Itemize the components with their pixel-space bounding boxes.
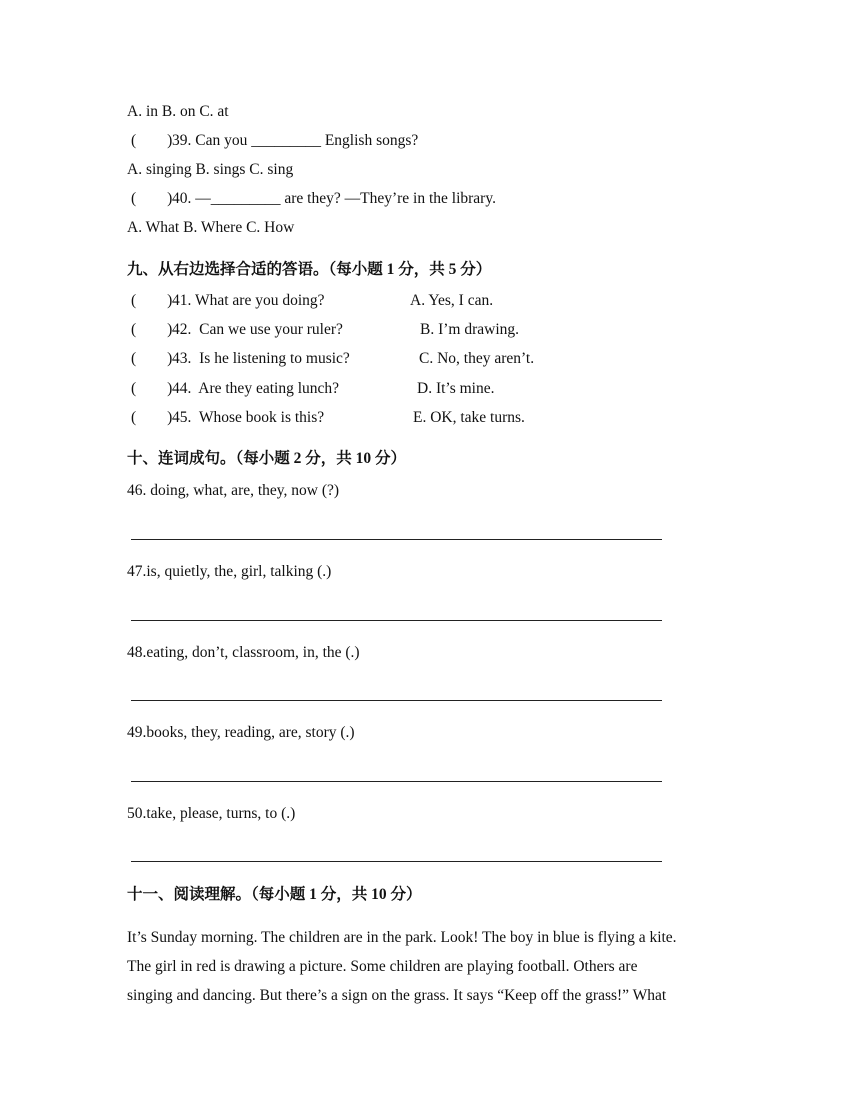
q38-options: A. in B. on C. at	[127, 103, 229, 120]
q40-options: A. What B. Where C. How	[127, 219, 295, 236]
q40-answer-blank[interactable]: ( )	[131, 190, 173, 207]
section10-heading: 十、连词成句。（每小题 2 分，共 10 分）	[127, 450, 407, 467]
q45-answer-blank[interactable]: ( )	[131, 409, 173, 426]
q42-text: 42. Can we use your ruler?	[172, 321, 343, 338]
q48-answer-line[interactable]	[131, 700, 662, 701]
q44-text: 44. Are they eating lunch?	[172, 380, 340, 397]
q50-answer-line[interactable]	[131, 861, 662, 862]
section9-heading: 九、从右边选择合适的答语。（每小题 1 分，共 5 分）	[127, 261, 492, 278]
q48-prompt: 48.eating, don’t, classroom, in, the (.)	[127, 644, 360, 661]
q49-prompt: 49.books, they, reading, are, story (.)	[127, 724, 355, 741]
q49-answer-line[interactable]	[131, 781, 662, 782]
q43-answer-blank[interactable]: ( )	[131, 350, 173, 367]
q41-answer-blank[interactable]: ( )	[131, 292, 173, 309]
q44-answer-blank[interactable]: ( )	[131, 380, 173, 397]
option-e: E. OK, take turns.	[413, 409, 525, 426]
q43-text: 43. Is he listening to music?	[172, 350, 350, 367]
q39-text: 39. Can you _________ English songs?	[172, 132, 419, 149]
q47-prompt: 47.is, quietly, the, girl, talking (.)	[127, 563, 332, 580]
option-d: D. It’s mine.	[417, 380, 495, 397]
passage-line: singing and dancing. But there’s a sign on the grass. It says “Keep off the grass!” What	[127, 987, 667, 1004]
q42-answer-blank[interactable]: ( )	[131, 321, 173, 338]
passage-line: The girl in red is drawing a picture. Some children are playing football. Others are	[127, 958, 638, 975]
q39-options: A. singing B. sings C. sing	[127, 161, 294, 178]
q47-answer-line[interactable]	[131, 620, 662, 621]
option-a: A. Yes, I can.	[410, 292, 494, 309]
q45-text: 45. Whose book is this?	[172, 409, 325, 426]
option-b: B. I’m drawing.	[420, 321, 520, 338]
q46-prompt: 46. doing, what, are, they, now (?)	[127, 482, 340, 499]
q41-text: 41. What are you doing?	[172, 292, 325, 309]
option-c: C. No, they aren’t.	[419, 350, 535, 367]
q39-answer-blank[interactable]: ( )	[131, 132, 173, 149]
q40-text: 40. —_________ are they? —They’re in the library.	[172, 190, 496, 207]
section11-heading: 十一、阅读理解。（每小题 1 分，共 10 分）	[127, 886, 422, 903]
passage-line: It’s Sunday morning. The children are in the park. Look! The boy in blue is flying a kite.	[127, 929, 677, 946]
q50-prompt: 50.take, please, turns, to (.)	[127, 805, 296, 822]
q46-answer-line[interactable]	[131, 539, 662, 540]
